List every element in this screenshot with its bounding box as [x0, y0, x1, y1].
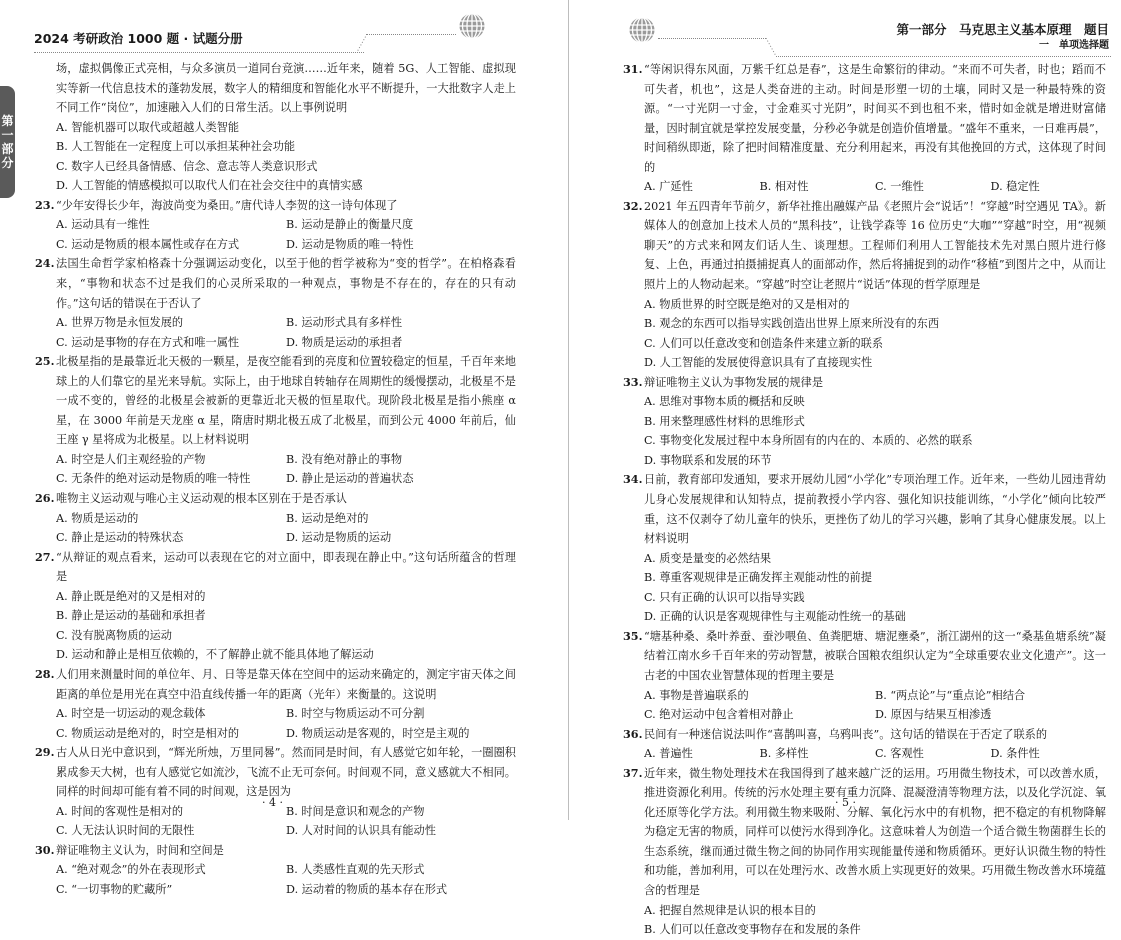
question-number: 29. — [35, 745, 55, 760]
question-29 — [35, 743, 516, 802]
option-b: B. 尊重客观规律是正确发挥主观能动性的前提 — [644, 571, 872, 585]
question-number: 33. — [623, 374, 643, 389]
question-number: 37. — [623, 765, 643, 780]
option-d: D. 物质运动是客观的，时空是主观的 — [286, 726, 470, 740]
option-c: C. 客观性 — [875, 747, 924, 761]
option-b: B. 人工智能在一定程度上可以承担某种社会功能 — [56, 140, 296, 154]
question-stem: “少年安得长少年，海波尚变为桑田。”唐代诗人李贺的这一诗句体现了 — [56, 198, 398, 212]
option-c: C. 无条件的绝对运动是物质的唯一特性 — [56, 472, 251, 486]
question-24 — [35, 254, 516, 313]
option-a: A. 静止既是绝对的又是相对的 — [56, 589, 206, 603]
option-c: C. 数字人已经具备情感、信念、意志等人类意识形式 — [56, 159, 318, 173]
options — [38, 313, 516, 352]
question-stem: 2021 年五四青年节前夕，新华社推出融媒产品《老照片会“说话”！“穿越”时空遇见 TA》。新媒体人的创意加上技术人员的“黑科技”，让钱学森等 16 位历史“大咖”“穿越”时空，用“视频聊天”的方式来和网友们话人生、谈理想。工程师们利用人工智能技术先对黑白照片进行修复、上色，再通过拍摄捕捉真人的面部动作，然后将捕捉到的动作“移植”到图片之中，从而让照片上的人物动起来。“穿越”时空让老照片“说话”体现的哲学原理是 — [644, 199, 1106, 292]
options — [626, 177, 1106, 197]
question-34 — [623, 470, 1106, 548]
option-d: D. 人工智能的情感模拟可以取代人们在社会交往中的真情实感 — [56, 179, 363, 193]
question-stem: 民间有一种迷信说法叫作“喜鹊叫喜，乌鸦叫丧”。这句话的错误在于否定了联系的 — [644, 727, 1048, 741]
option-c: C. 没有脱离物质的运动 — [56, 628, 172, 642]
header-rule — [776, 56, 1111, 57]
section-title: 第一部分 马克思主义基本原理 题目 — [896, 22, 1109, 37]
question-stem: 辩证唯物主义认为事物发展的规律是 — [644, 375, 824, 389]
page-number: · 5 · — [835, 796, 856, 809]
header-rule-slant — [764, 38, 778, 58]
header-rule-slant — [355, 34, 369, 54]
question-number: 26. — [35, 491, 55, 506]
question-stem: 人们用来测量时间的单位年、月、日等是靠天体在空间中的运动来确定的，测定宇宙天体之间距离的单位是用光在真空中沿直线传播一年的距离（光年）来衡量的。这说明 — [56, 667, 516, 701]
option-c: C. 只有正确的认识可以指导实践 — [644, 590, 805, 604]
question-32 — [623, 197, 1106, 295]
option-d: D. 事物联系和发展的环节 — [644, 453, 772, 467]
question-28 — [35, 665, 516, 704]
option-b: B. “两点论”与“重点论”相结合 — [875, 688, 1026, 702]
options — [38, 704, 516, 743]
options — [38, 118, 516, 196]
question-stem: “等闲识得东风面，万紫千红总是春”，这是生命繁衍的律动。“来而不可失者，时也；蹈而不可失者，机也”，这是人类奋进的主动。时间是形塑一切的土壤，同时又是一种最特殊的资源。“一寸光阴一寸金，寸金难买寸光阴”，时间买不到也租不来，惜时如金就是增进财富储量，因时制宜就是掌控发展变量，分秒必争就是创造价值增量。“盛年不重来，一日难再晨”，时间稍纵即逝，除了把时间精准度量、充分利用起来，再没有其他挽回的方式，这体现了时间的 — [644, 63, 1106, 174]
section-tab-char: 第 — [1, 114, 14, 128]
question-number: 31. — [623, 62, 643, 76]
option-b: B. 运动形式具有多样性 — [286, 316, 403, 330]
option-c: C. 人们可以任意改变和创造条件来建立新的联系 — [644, 336, 884, 350]
question-25 — [35, 352, 516, 450]
question-list — [35, 59, 516, 900]
option-d: D. 原因与结果互相渗透 — [875, 708, 992, 722]
question-36 — [623, 725, 1106, 745]
option-b: B. 用来整理感性材料的思维形式 — [644, 414, 805, 428]
option-d: D. 条件性 — [990, 747, 1040, 761]
option-a: A. 把握自然规律是认识的根本目的 — [644, 903, 816, 917]
options — [38, 215, 516, 254]
header-rule-upper — [658, 38, 766, 39]
option-d: D. 人对时间的认识具有能动性 — [286, 824, 436, 838]
option-a: A. 质变是量变的必然结果 — [644, 551, 772, 565]
question-stem: “从辩证的观点看来，运动可以表现在它的对立面中，即表现在静止中。”这句话所蕴含的哲理是 — [56, 550, 516, 584]
header-rule — [34, 52, 364, 53]
option-d: D. 稳定性 — [990, 180, 1040, 194]
question-number: 23. — [35, 197, 55, 212]
option-a: A. 物质是运动的 — [56, 511, 139, 525]
option-a: A. 普遍性 — [644, 747, 693, 761]
option-b: B. 时间是意识和观念的产物 — [286, 804, 425, 818]
globe-icon — [628, 16, 656, 44]
question-31 — [623, 60, 1106, 177]
section-tab-char: 分 — [1, 156, 14, 170]
option-a: A. 广延性 — [644, 180, 693, 194]
question-27 — [35, 548, 516, 587]
question-37 — [623, 764, 1106, 901]
question-stem: 辩证唯物主义认为，时间和空间是 — [56, 843, 224, 857]
section-tab-char: 部 — [1, 142, 14, 156]
option-a: A. 世界万物是永恒发展的 — [56, 316, 184, 330]
page-gutter — [568, 0, 569, 820]
question-number: 24. — [35, 256, 55, 271]
options — [38, 509, 516, 548]
question-stem: 近年来，微生物处理技术在我国得到了越来越广泛的运用。巧用微生物技术，可以改善水质，推进资源化利用。传统的污水处理主要有重力沉降、混凝澄清等物理方法，以及化学沉淀、氧化还原等化学方法。利用微生物来吸附、分解、氧化污水中的有机物，把不稳定的有机物降解为稳定无害的物质，同样可以使污水得到净化。这意味着人为创造一个适合微生物菌群生长的生态系统，继而通过微生物之间的协同作用实现能量传递和物质循环。更好认识微生物的特性和功能，善加利用，可以在处理污水、改善水质上实现更好的效果。巧用微生物改善水环境蕴含的哲理是 — [644, 766, 1106, 897]
option-c: C. 运动是事物的存在方式和唯一属性 — [56, 335, 240, 349]
options — [38, 450, 516, 489]
option-d: D. 运动着的物质的基本存在形式 — [286, 882, 448, 896]
question-stem: 法国生命哲学家柏格森十分强调运动变化，以至于他的哲学被称为“变的哲学”。在柏格森看来，“事物和状态不过是我们的心灵所采取的一种观点，事物是不存在的，存在的只有动作。”这句话的错误在于否认了 — [56, 257, 516, 310]
left-page — [0, 0, 568, 896]
option-d: D. 运动是物质的唯一特性 — [286, 237, 414, 251]
question-stem: 北极星指的是最靠近北天极的一颗星，是夜空能看到的亮度和位置较稳定的恒星，千百年来地球上的人们靠它的星光来导航。实际上，由于地球自转轴存在周期性的缓慢摆动，北极星不是一成不变的，曾经的北极星会被新的更靠近北天极的恒星取代。现阶段北极星是指小熊座 α 星，在 3000 年前是天龙座 α 星，隋唐时期北极五成了北极星，而到公元 4000 年前后，仙王座 γ 星将成为北极星。以上材料说明 — [56, 355, 516, 447]
question-stem: “塘基种桑、桑叶养蚕、蚕沙喂鱼、鱼粪肥塘、塘泥壅桑”，浙江湖州的这一“桑基鱼塘系统”凝结着江南水乡千百年来的劳动智慧，被联合国粮农组织认定为“全球重要农业文化遗产”。这一古老的中国农业智慧体现的哲理主要是 — [644, 629, 1106, 682]
option-b: B. 多样性 — [759, 747, 809, 761]
option-b: B. 静止是运动的基础和承担者 — [56, 609, 206, 623]
globe-icon — [458, 12, 486, 40]
right-page — [570, 0, 1121, 937]
options — [38, 587, 516, 665]
question-35 — [623, 627, 1106, 686]
question-26 — [35, 489, 516, 509]
question-number: 36. — [623, 726, 643, 741]
option-c: C. 运动是物质的根本属性或存在方式 — [56, 237, 240, 251]
option-a: A. 时空是人们主观经验的产物 — [56, 452, 206, 466]
option-a: A. 时空是一切运动的观念载体 — [56, 707, 206, 721]
option-c: C. 绝对运动中包含着相对静止 — [644, 708, 794, 722]
options — [626, 901, 1106, 940]
section-tab — [0, 86, 15, 198]
option-d: D. 运动和静止是相互依赖的，不了解静止就不能具体地了解运动 — [56, 648, 374, 662]
option-b: B. 人们可以任意改变事物存在和发展的条件 — [644, 923, 861, 937]
option-d: D. 物质是运动的承担者 — [286, 335, 403, 349]
question-number: 27. — [35, 549, 55, 564]
options — [626, 295, 1106, 373]
option-b: B. 相对性 — [759, 180, 809, 194]
option-c: C. 人无法认识时间的无限性 — [56, 824, 195, 838]
option-c: C. 物质运动是绝对的，时空是相对的 — [56, 726, 240, 740]
option-d: D. 人工智能的发展使得意识具有了直接现实性 — [644, 356, 873, 370]
question-22-continued — [38, 59, 516, 118]
option-a: A. 思维对事物本质的概括和反映 — [644, 395, 805, 409]
section-tab-char: 一 — [1, 128, 14, 142]
question-number: 34. — [623, 472, 643, 487]
option-d: D. 正确的认识是客观规律性与主观能动性统一的基础 — [644, 610, 906, 624]
option-b: B. 人类感性直观的先天形式 — [286, 863, 425, 877]
question-number: 28. — [35, 666, 55, 681]
page-number: · 4 · — [262, 796, 283, 809]
options — [38, 860, 516, 899]
option-a: A. 运动具有一维性 — [56, 218, 150, 232]
question-list — [623, 60, 1106, 940]
option-a: A. 智能机器可以取代或超越人类智能 — [56, 120, 240, 134]
option-c: C. 事物变化发展过程中本身所固有的内在的、本质的、必然的联系 — [644, 434, 973, 448]
question-23 — [35, 196, 516, 216]
question-stem: 古人从日光中意识到，“辉光所烛，万里同晷”。然而同是时间，有人感觉它如年轮，一圈圈积累成参天大树，也有人感觉它如流沙，飞流不止无可奈何。时间观不同，意义感就大不相同。同样的时间却可能有着不同的时间观，这是因为 — [56, 746, 516, 799]
question-stem: 场，虚拟偶像正式亮相，与众多演员一道同台竞演……近年来，随着 5G、人工智能、虚拟现实等新一代信息技术的蓬勃发展，数字人的精细度和智能化水平不断提升，一大批数字人走上不同工作“岗位”，加速融入人们的日常生活。以上事例说明 — [56, 62, 516, 115]
question-number: 35. — [623, 628, 643, 643]
question-stem: 唯物主义运动观与唯心主义运动观的根本区别在于是否承认 — [56, 492, 347, 506]
option-b: B. 运动是静止的衡量尺度 — [286, 218, 414, 232]
options — [626, 549, 1106, 627]
option-b: B. 没有绝对静止的事物 — [286, 452, 403, 466]
option-d: D. 静止是运动的普遍状态 — [286, 472, 414, 486]
option-a: A. 物质世界的时空既是绝对的又是相对的 — [644, 297, 850, 311]
option-a: A. “绝对观念”的外在表现形式 — [56, 863, 206, 877]
section-subtitle: 一 单项选择题 — [1039, 40, 1109, 51]
header-rule-upper — [366, 34, 456, 35]
options — [626, 686, 1106, 725]
question-30 — [35, 841, 516, 861]
question-number: 30. — [35, 842, 55, 857]
book-title: 2024 考研政治 1000 题 · 试题分册 — [34, 31, 243, 46]
option-a: A. 时间的客观性是相对的 — [56, 804, 184, 818]
options — [626, 392, 1106, 470]
option-b: B. 时空与物质运动不可分割 — [286, 707, 425, 721]
question-number: 32. — [623, 198, 643, 213]
options — [626, 744, 1106, 764]
option-c: C. 静止是运动的特殊状态 — [56, 531, 184, 545]
option-a: A. 事物是普遍联系的 — [644, 688, 749, 702]
option-c: C. 一维性 — [875, 180, 924, 194]
question-number: 25. — [35, 354, 55, 369]
option-d: D. 运动是物质的运动 — [286, 531, 392, 545]
question-stem: 日前，教育部印发通知，要求开展幼儿园“小学化”专项治理工作。近年来，一些幼儿园违背幼儿身心发展规律和认知特点，提前教授小学内容、强化知识技能训练，“小学化”倾向比较严重，这不仅剥夺了幼儿童年的快乐，更挫伤了幼儿的学习兴趣，影响了其身心健康发展。以上材料说明 — [644, 473, 1106, 546]
question-33 — [623, 373, 1106, 393]
option-b: B. 运动是绝对的 — [286, 511, 369, 525]
option-c: C. “一切事物的贮藏所” — [56, 882, 173, 896]
option-b: B. 观念的东西可以指导实践创造出世界上原来所没有的东西 — [644, 317, 940, 331]
